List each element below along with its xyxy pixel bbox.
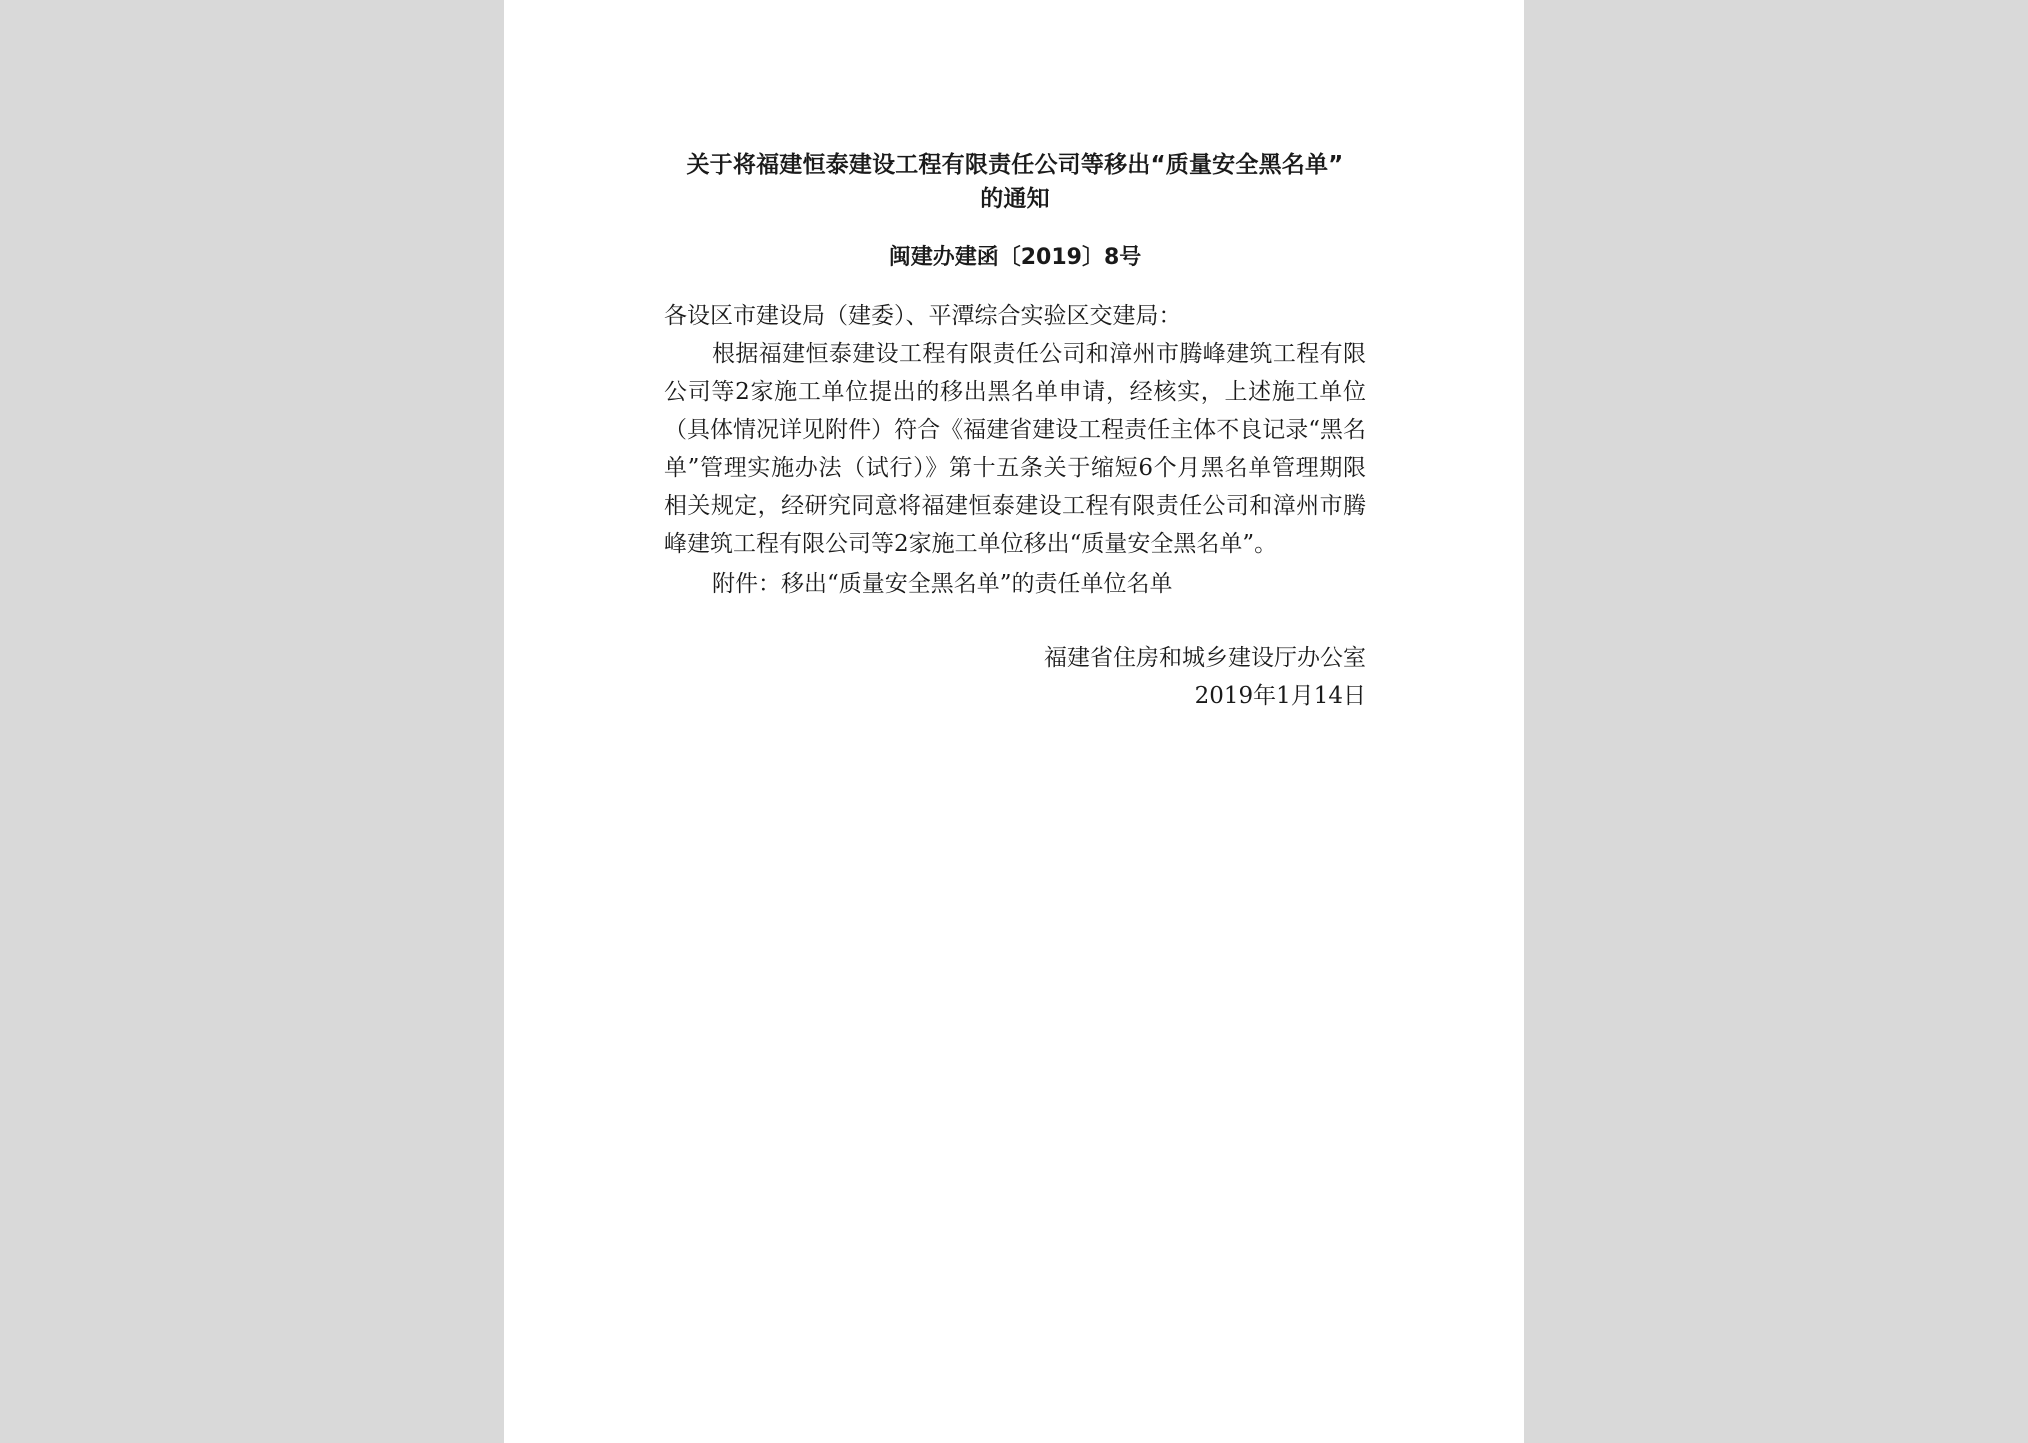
title-line-2: 的通知 xyxy=(980,186,1050,212)
document-page xyxy=(504,0,1524,1443)
document-number: 闽建办建函〔2019〕8号 xyxy=(888,245,1142,270)
document-title xyxy=(664,148,1366,216)
body-paragraph: 根据福建恒泰建设工程有限责任公司和漳州市腾峰建筑工程有限公司等2家施工单位提出的移出黑名单申请，经核实，上述施工单位（具体情况详见附件）符合《福建省建设工程责任主体不良记录“黑名单”管理实施办法（试行）》第十五条关于缩短6个月黑名单管理期限相关规定，经研究同意将福建恒泰建设工程有限责任公司和漳州市腾峰建筑工程有限公司等2家施工单位移出“质量安全黑名单”。 xyxy=(664,341,1366,557)
title-line-1: 关于将福建恒泰建设工程有限责任公司等移出“质量安全黑名单” xyxy=(686,152,1344,178)
issuer-name: 福建省住房和城乡建设厅办公室 xyxy=(1044,645,1366,671)
signature-block xyxy=(664,639,1366,715)
salutation: 各设区市建设局（建委）、平潭综合实验区交建局： xyxy=(664,303,1182,329)
attachment-note: 附件：移出“质量安全黑名单”的责任单位名单 xyxy=(712,571,1173,597)
issue-date: 2019年1月14日 xyxy=(1194,683,1366,709)
document-content xyxy=(664,148,1366,715)
